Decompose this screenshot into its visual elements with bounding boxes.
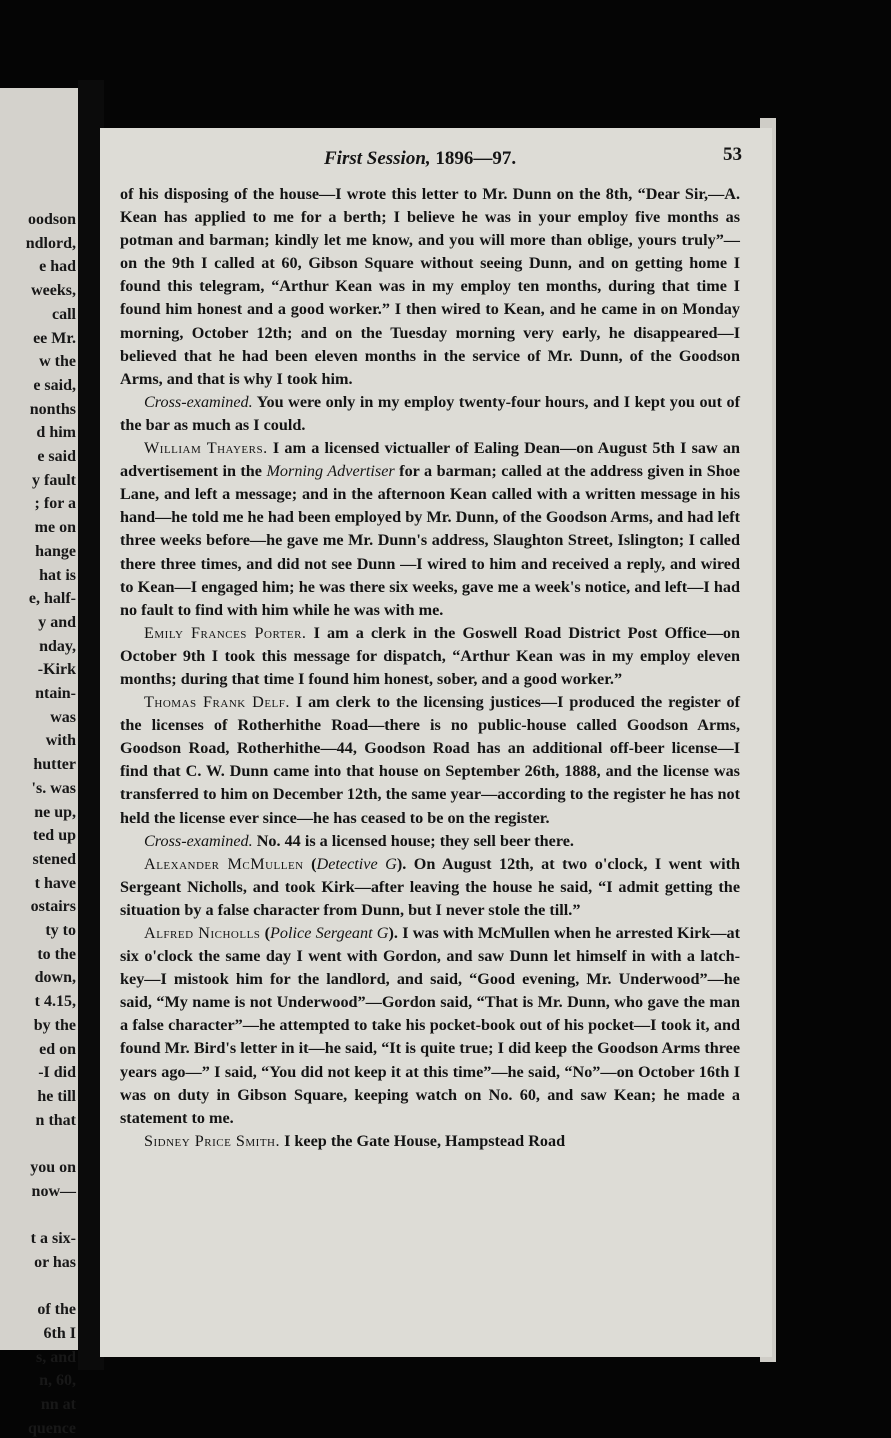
witness-name: Thomas Frank Delf. <box>144 693 290 712</box>
left-column-line: 6th I <box>43 1324 76 1342</box>
paragraph <box>120 830 740 853</box>
text-run: I am clerk to the licensing justices—I produced the register of the licenses of Rotherhithe Road—there is no public-house called Goodson Arms, Goodson Road, Rotherhithe—44, Goodson Road has an additional off-beer license—I find that C. W. Dunn came into that house on September 26th, 1888, and the license was transferred to him on December 12th, the same year—according to the register he has not held the license ever since—he has ceased to be on the register. <box>120 693 740 827</box>
text-run: I keep the Gate House, Hampstead Road <box>280 1131 566 1150</box>
italic-text: Morning Advertiser <box>266 462 395 481</box>
left-column-line: nday, <box>39 637 76 655</box>
text-run: No. 44 is a licensed house; they sell beer there. <box>252 831 574 850</box>
left-column-line: ; for a <box>34 495 76 513</box>
text-run: I am a licensed victualler of Ealing Dean—on August 5th I saw an advertisement in the <box>120 439 741 481</box>
left-column-line: stened <box>32 850 76 868</box>
left-page-fragment <box>0 88 80 1437</box>
page-body <box>120 183 740 1153</box>
left-column-line: e had <box>39 258 76 276</box>
italic-text: Detective G <box>316 854 397 873</box>
paragraph <box>120 437 740 622</box>
witness-name: Sidney Price Smith. <box>144 1131 281 1150</box>
left-column-line: ndlord, <box>25 234 76 252</box>
paragraph <box>120 922 740 1130</box>
italic-text: Police Sergeant G <box>270 924 389 942</box>
witness-name: Emily Frances Porter. <box>144 623 307 642</box>
left-column-line: to the <box>37 945 76 963</box>
left-column-line: t have <box>34 874 76 892</box>
left-column-line: now— <box>31 1182 76 1200</box>
left-column-line: -I did <box>38 1064 76 1082</box>
left-column-line: by the <box>33 1016 76 1034</box>
left-column-line: me on <box>34 519 76 537</box>
text-run: of his disposing of the house—I wrote this letter to Mr. Dunn on the 8th, “Dear Sir,—A. Kean has applied to me for a berth; I believe he was in your employ five months as potman and barman; kindly let me know, and you will more than oblige, yours truly”—on the 9th I called at 60, Gibson Square without seeing Dunn, and on getting home I found this telegram, “Arthur Kean was in my employ ten months, during that time I found him honest and a good worker.” I then wired to Kean, and he came in on Monday morning, October 12th; and on the Tuesday morning very early, he disappeared—I believed that he had been eleven months in the service of Mr. Dunn, of the Goodson Arms, and that is why I took him. <box>120 185 740 388</box>
left-column-line: d him <box>36 424 76 442</box>
left-column-line: ty to <box>45 922 76 939</box>
left-column-line: y and <box>38 613 76 631</box>
session-title: First Session, 1896—97. <box>324 148 517 169</box>
left-column-line: weeks, <box>31 282 76 300</box>
left-column-line: you on <box>30 1159 76 1176</box>
left-column-line: hat is <box>39 566 76 584</box>
left-column-line: -Kirk <box>37 661 76 679</box>
left-column-line: ostairs <box>30 898 76 916</box>
left-column-line: oodson <box>27 211 76 228</box>
left-column-line: e said <box>37 448 76 465</box>
left-column-line: he till <box>37 1087 76 1105</box>
left-column-line: y fault <box>32 471 76 489</box>
witness-name: Alexander McMullen <box>144 854 304 873</box>
left-column-line: t a six- <box>30 1230 76 1248</box>
witness-name: Alfred Nicholls <box>144 924 261 942</box>
left-column-line: hutter <box>33 756 76 774</box>
right-page <box>100 128 772 1357</box>
left-column-line: or has <box>34 1253 76 1271</box>
left-column-line: quence <box>28 1419 76 1437</box>
running-header <box>100 144 772 172</box>
text-run: ). On August 12th, at two o'clock, I went with Sergeant Nicholls, and took Kirk—after leaving the house he said, “I admit getting the situation by a false character from Dunn, but I never stole the till.” <box>120 854 741 919</box>
left-column-line: e said, <box>33 376 76 394</box>
text-run: ( <box>303 854 317 873</box>
left-column-line: s, and <box>35 1348 76 1366</box>
paragraph <box>120 691 740 830</box>
page-number: 53 <box>723 144 742 165</box>
witness-name: William Thayers. <box>144 439 268 458</box>
left-column-line: nonths <box>29 400 76 418</box>
left-column-line: down, <box>34 969 76 987</box>
paragraph <box>120 853 740 922</box>
left-column-line: n, 60, <box>39 1372 76 1390</box>
text-run: I am a clerk in the Goswell Road District Post Office—on October 9th I took this message for dispatch, “Arthur Kean was in my employ eleven months; during that time I found him honest, sober, and a good worker.” <box>120 623 740 688</box>
paragraph <box>120 183 740 391</box>
left-column-line: 's. was <box>31 779 76 797</box>
left-column-line: call <box>52 305 76 323</box>
left-column-line: ed on <box>39 1040 76 1058</box>
text-run: ( <box>260 924 271 942</box>
left-column-line: ee Mr. <box>33 329 76 347</box>
paragraph <box>120 622 740 691</box>
paragraph <box>120 391 740 437</box>
left-column-line: ted up <box>32 827 76 845</box>
italic-text: Cross-examined. <box>144 392 253 411</box>
left-column-line: e, half- <box>28 590 76 608</box>
text-run: for a barman; called at the address given in Shoe Lane, and left a message; and in the afternoon Kean called with a written message in his hand—he told me he had been employed by Mr. Dunn, of the Goodson Arms, and had left three weeks before—he gave me Mr. Dunn's address, Slaughton Street, Islington; I called there three times, and did not see Dunn —I wired to him and received a reply, and wired to Kean—I engaged him; he was there six weeks, gave me a week's notice, and left—I had no fault to find with him while he was with me. <box>120 462 740 619</box>
left-column-line: hange <box>35 542 76 560</box>
left-column-line: nn at <box>40 1396 76 1413</box>
left-column-line: n that <box>35 1111 76 1129</box>
left-column-line: was <box>50 708 76 726</box>
italic-text: Cross-examined. <box>144 831 253 850</box>
left-column-line: ne up, <box>34 803 76 821</box>
left-column-line: of the <box>37 1301 76 1319</box>
left-column-line: t 4.15, <box>34 993 76 1011</box>
paragraph <box>120 1130 740 1153</box>
left-column-line: with <box>45 732 76 750</box>
left-column-line: ntain- <box>35 685 76 702</box>
text-run: You were only in my employ twenty-four hours, and I kept you out of the bar as much as I could. <box>120 392 740 434</box>
text-run: ). I was with McMullen when he arrested Kirk—at six o'clock the same day I went with Gordon, and saw Dunn let himself in with a latch-key—I mistook him for the landlord, and said, “Good evening, Mr. Underwood”—he said, “My name is not Underwood”—Gordon said, “That is Mr. Dunn, who gave the man a false character”—he attempted to take his pocket-book out of his pocket—I took it, and found Mr. Bird's letter in it—he said, “It is quite true; I did keep the Goodson Arms three years ago—” I said, “You did not keep it at this time”—he said, “No”—on October 16th I was on duty in Gibson Square, keeping watch on No. 60, and saw Kean; he made a statement to me. <box>120 924 741 1127</box>
left-column-line: w the <box>39 353 76 371</box>
